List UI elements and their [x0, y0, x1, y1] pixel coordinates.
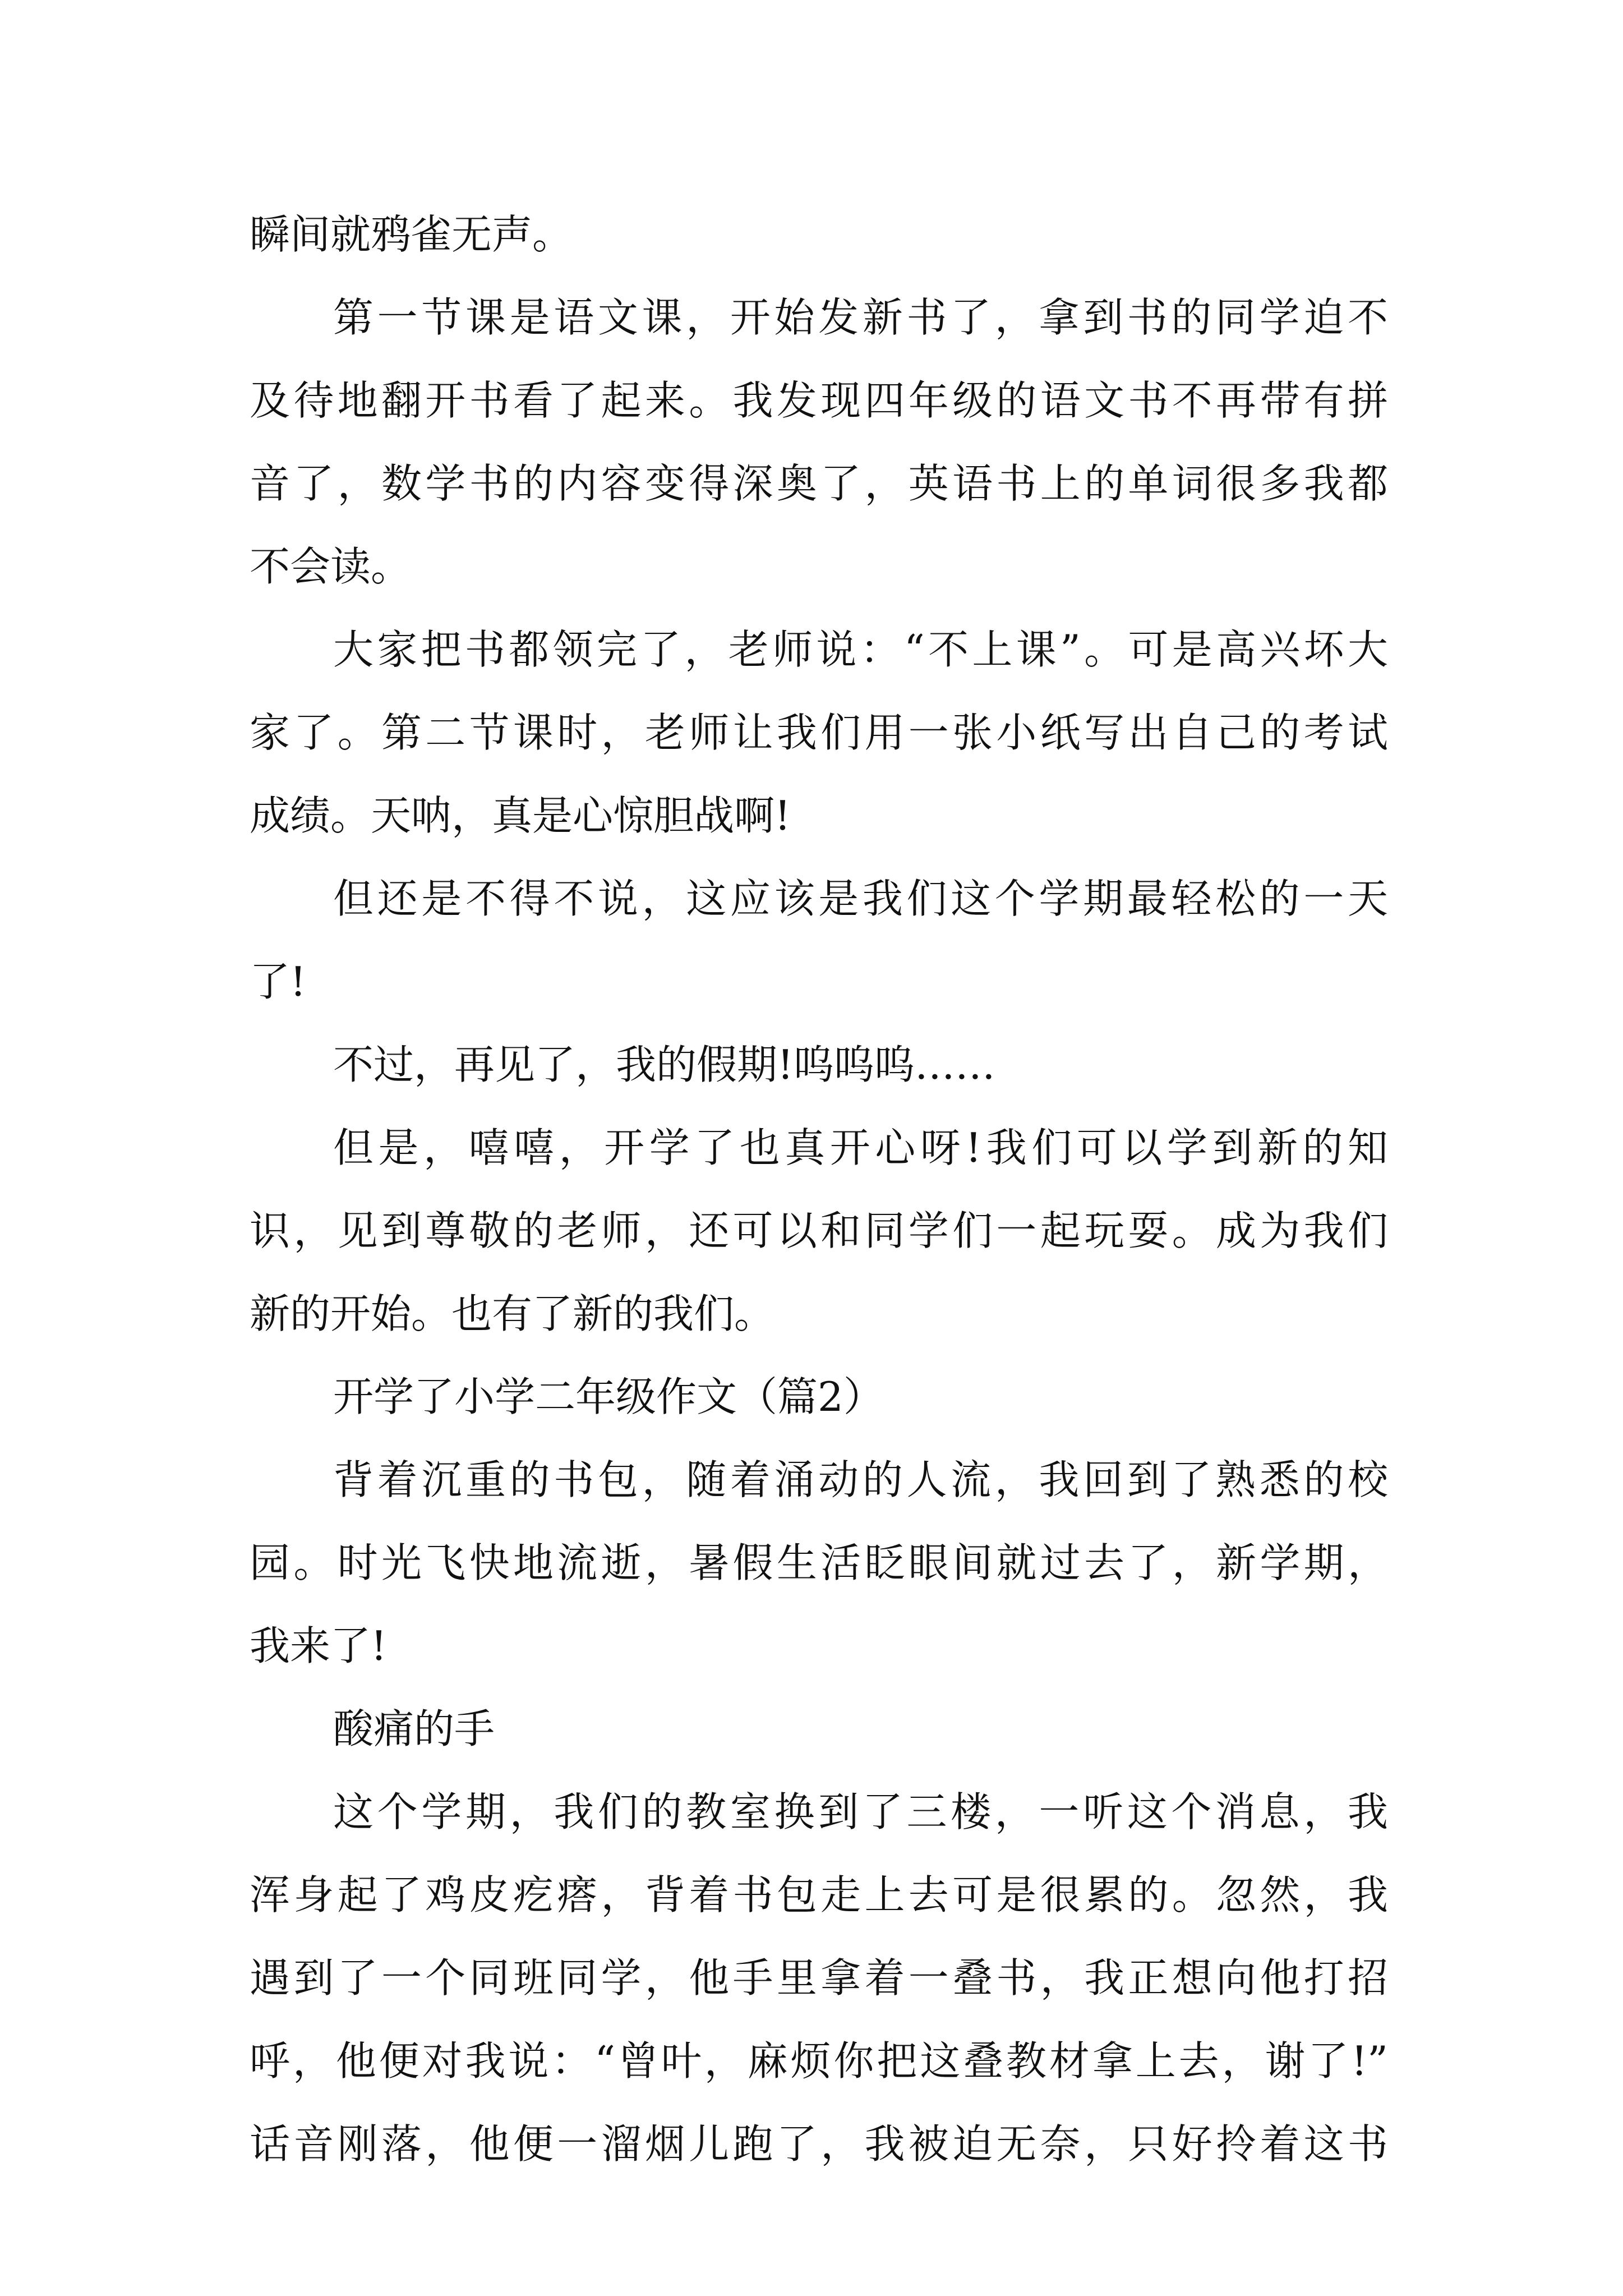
paragraph-start-line: 第一节课是语文课，开始发新书了，拿到书的同学迫不: [333, 294, 1388, 341]
text-line: 遇到了一个同班同学，他手里拿着一叠书，我正想向他打招: [250, 1954, 1388, 2001]
text-line: 浑身起了鸡皮疙瘩，背着书包走上去可是很累的。忽然，我: [250, 1871, 1388, 1918]
text-line: 及待地翻开书看了起来。我发现四年级的语文书不再带有拼: [250, 377, 1388, 424]
text-line: 呼，他便对我说：“曾叶，麻烦你把这叠教材拿上去，谢了!”: [250, 2037, 1388, 2085]
section-title: 开学了小学二年级作文（篇2）: [333, 1373, 884, 1420]
subheading: 酸痛的手: [333, 1705, 495, 1752]
text-line: 话音刚落，他便一溜烟儿跑了，我被迫无奈，只好拎着这书: [250, 2120, 1388, 2168]
text-line: 家了。第二节课时，老师让我们用一张小纸写出自己的考试: [250, 709, 1388, 756]
paragraph-start-line: 不过，再见了，我的假期!呜呜呜……: [333, 1041, 995, 1088]
text-line: 我来了!: [250, 1622, 387, 1669]
text-line: 成绩。天呐，真是心惊胆战啊!: [250, 792, 791, 839]
text-line: 识，见到尊敬的老师，还可以和同学们一起玩耍。成为我们: [250, 1207, 1388, 1254]
text-line: 了!: [250, 958, 306, 1005]
paragraph-start-line: 但还是不得不说，这应该是我们这个学期最轻松的一天: [333, 875, 1388, 922]
text-line: 新的开始。也有了新的我们。: [250, 1290, 775, 1337]
text-line: 瞬间就鸦雀无声。: [250, 211, 573, 258]
paragraph-start-line: 背着沉重的书包，随着涌动的人流，我回到了熟悉的校: [333, 1456, 1388, 1503]
paragraph-start-line: 大家把书都领完了，老师说：“不上课”。可是高兴坏大: [333, 626, 1388, 673]
text-line: 音了，数学书的内容变得深奥了，英语书上的单词很多我都: [250, 460, 1388, 507]
text-line: 园。时光飞快地流逝，暑假生活眨眼间就过去了，新学期，: [250, 1539, 1388, 1586]
paragraph-start-line: 但是，嘻嘻，开学了也真开心呀!我们可以学到新的知: [333, 1124, 1388, 1171]
text-line: 不会读。: [250, 543, 412, 590]
paragraph-start-line: 这个学期，我们的教室换到了三楼，一听这个消息，我: [333, 1788, 1388, 1835]
